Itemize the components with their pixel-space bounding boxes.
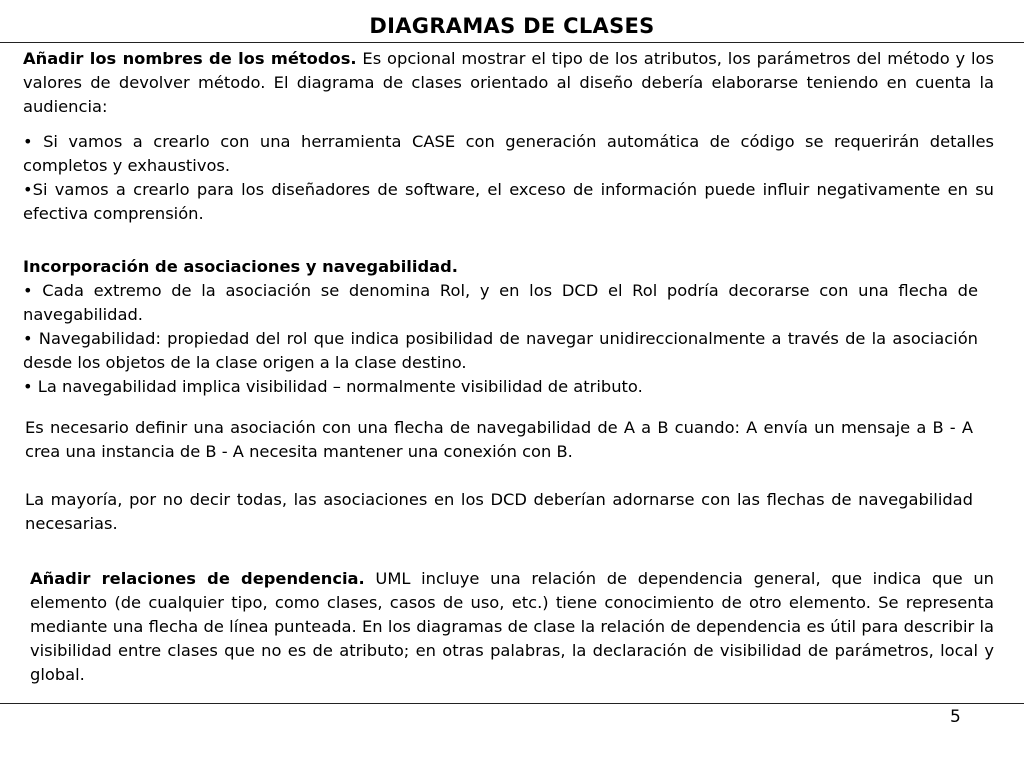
list-item: • Navegabilidad: propiedad del rol que indica posibilidad de navegar unidireccionalmente a través de la asociación desde los objetos de la clase origen a la clase destino. bbox=[23, 329, 978, 372]
list-item: •Si vamos a crearlo para los diseñadores de software, el exceso de información puede influir negativamente en su efectiva comprensión. bbox=[23, 180, 994, 223]
associations-note-paragraph bbox=[25, 488, 973, 536]
page-number: 5 bbox=[950, 707, 961, 727]
associations-note-text: La mayoría, por no decir todas, las asociaciones en los DCD deberían adornarse con las flechas de navegabilidad necesarias. bbox=[25, 490, 973, 533]
page-title: DIAGRAMAS DE CLASES bbox=[369, 14, 655, 38]
methods-heading: Añadir los nombres de los métodos. bbox=[23, 49, 357, 68]
section-associations bbox=[23, 255, 978, 399]
methods-bullet-list bbox=[23, 130, 994, 226]
methods-text: Es opcional mostrar el tipo de los atributos, los parámetros del método y los valores de devolver método. El diagrama de clases orientado al diseño debería elaborarse teniendo en cuenta la audiencia: bbox=[23, 49, 994, 116]
navigability-text: Es necesario definir una asociación con una flecha de navegabilidad de A a B cuando: A envía un mensaje a B - A crea una instancia de B - A necesita mantener una conexión con B. bbox=[25, 418, 973, 461]
navigability-paragraph bbox=[25, 416, 973, 464]
section-dependencies bbox=[30, 567, 994, 687]
list-item: • Cada extremo de la asociación se denomina Rol, y en los DCD el Rol podría decorarse con una flecha de navegabilidad. bbox=[23, 281, 978, 324]
dependencies-paragraph bbox=[30, 567, 994, 687]
top-divider bbox=[0, 42, 1024, 43]
list-item: • Si vamos a crearlo con una herramienta CASE con generación automática de código se requerirán detalles completos y exhaustivos. bbox=[23, 132, 994, 175]
associations-heading: Incorporación de asociaciones y navegabilidad. bbox=[23, 257, 458, 276]
methods-paragraph bbox=[23, 47, 994, 119]
dependencies-text: UML incluye una relación de dependencia general, que indica que un elemento (de cualquier tipo, como clases, casos de uso, etc.) tiene conocimiento de otro elemento. Se representa mediante una flecha de línea punteada. En los diagramas de clase la relación de dependencia es útil para describir la visibilidad entre clases que no es de atributo; en otras palabras, la declaración de visibilidad de parámetros, local y global. bbox=[30, 569, 994, 684]
section-methods bbox=[23, 47, 994, 119]
bottom-divider bbox=[0, 703, 1024, 704]
dependencies-heading: Añadir relaciones de dependencia. bbox=[30, 569, 365, 588]
list-item: • La navegabilidad implica visibilidad – normalmente visibilidad de atributo. bbox=[23, 377, 643, 396]
